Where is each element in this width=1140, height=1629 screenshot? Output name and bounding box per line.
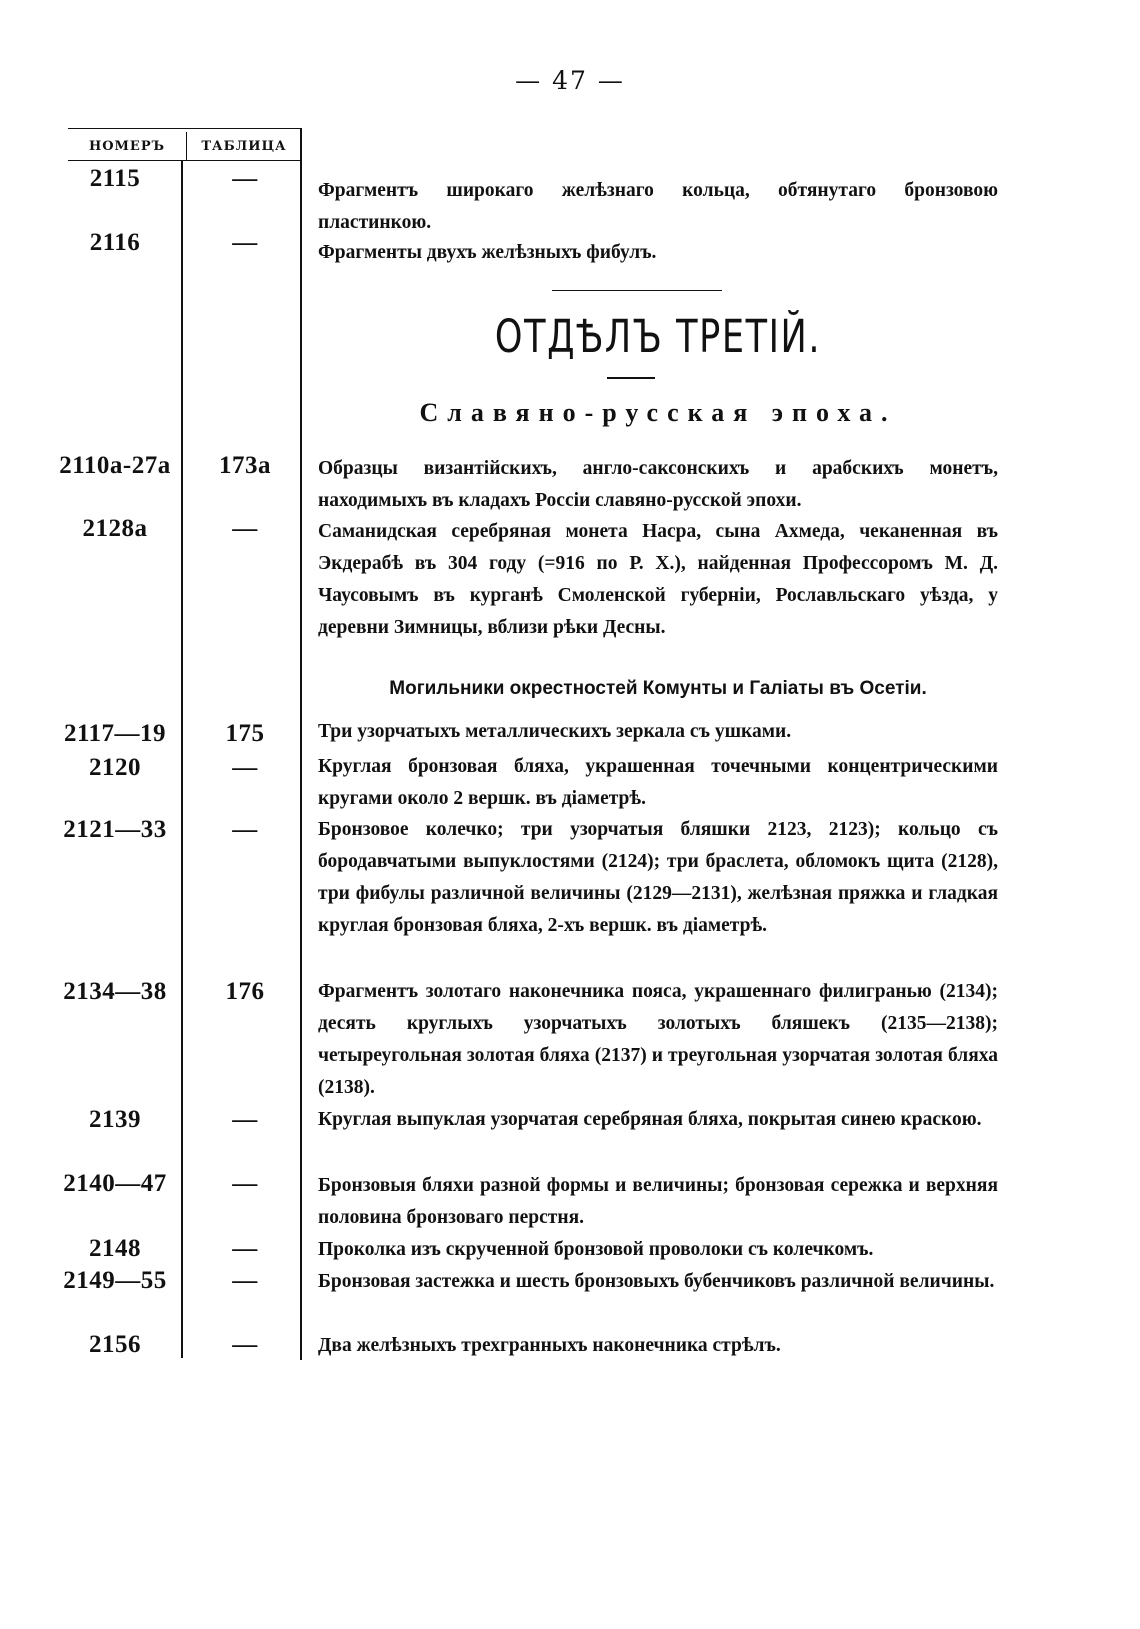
row-number: 2120: [89, 754, 141, 781]
row-description: Бронзовыя бляхи разной формы и величины; бронзовая сережка и верхняя половина бронзоваго перстня.: [318, 1175, 998, 1228]
row-description: Проколка изъ скрученной бронзовой проволоки съ колечкомъ.: [318, 1239, 874, 1260]
column-header-table: ТАБЛИЦА: [201, 138, 287, 154]
row-description: Фрагментъ золотаго наконечника пояса, украшеннаго филигранью (2134); десять круглыхъ узорчатыхъ золотыхъ бляшекъ (2135—2138); четыреугольная золотая бляха (2137) и треугольная узорчатая золотая бляха (2138).: [318, 981, 998, 1098]
row-number: 2110a-27a: [59, 452, 171, 479]
row-number: 2156: [89, 1331, 141, 1358]
row-description: Бронзовая застежка и шесть бронзовыхъ бубенчиковъ различной величины.: [318, 1271, 995, 1292]
row-number: 2134—38: [63, 978, 167, 1005]
row-table: —: [232, 1267, 258, 1294]
header-bottom-rule: [68, 160, 300, 161]
row-table: —: [232, 754, 258, 781]
row-description: Образцы византійскихъ, англо-саксонскихъ и арабскихъ монетъ, находимыхъ въ кладахъ Россіи славяно-русской эпохи.: [318, 458, 998, 511]
row-description: Круглая выпуклая узорчатая серебряная бляха, покрытая синею краскою.: [318, 1109, 982, 1130]
row-number: 2140—47: [63, 1170, 167, 1197]
row-description: Круглая бронзовая бляха, украшенная точечными концентрическими кругами около 2 вершк. въ діаметрѣ.: [318, 756, 998, 809]
section-separator: [552, 290, 722, 291]
row-number: 2115: [89, 165, 141, 192]
row-number: 2121—33: [63, 816, 167, 843]
header-divider: [186, 132, 187, 160]
row-table: —: [232, 229, 258, 256]
row-number: 2117—19: [63, 720, 167, 747]
section-subtitle: Славяно-русская эпоха.: [419, 398, 897, 427]
row-description: Два желѣзныхъ трехгранныхъ наконечника стрѣлъ.: [318, 1335, 781, 1356]
row-number: 2116: [89, 229, 141, 256]
row-number: 2128a: [82, 515, 148, 542]
row-number: 2148: [89, 1235, 141, 1262]
page-number: — 47 —: [515, 66, 625, 95]
row-number: 2139: [89, 1106, 141, 1133]
row-description: Три узорчатыхъ металлическихъ зеркала съ ушками.: [318, 721, 792, 742]
row-table: 176: [225, 978, 265, 1005]
row-number: 2149—55: [63, 1267, 167, 1294]
row-table: —: [232, 1106, 258, 1133]
row-table: 175: [225, 720, 265, 747]
row-description: Фрагментъ широкаго желѣзнаго кольца, обтянутаго бронзовою пластинкою.: [318, 180, 998, 233]
row-table: 173a: [219, 452, 271, 479]
row-description: Саманидская серебряная монета Насра, сына Ахмеда, чеканенная въ Экдерабѣ въ 304 году (=916 по Р. Х.), найденная Профессоромъ М. Д. Чаусовымъ въ курганѣ Смоленской губерніи, Рославльскаго уѣзда, у деревни Зимницы, вблизи рѣки Десны.: [318, 521, 998, 638]
row-table: —: [232, 515, 258, 542]
row-description: Бронзовое колечко; три узорчатыя бляшки 2123, 2123); кольцо съ бородавчатыми выпуклостями (2124); три браслета, обломокъ щита (2128), три фибулы различной величины (2129—2131), желѣзная пряжка и гладкая круглая бронзовая бляха, 2-хъ вершк. въ діаметрѣ.: [318, 819, 998, 936]
row-description: Фрагменты двухъ желѣзныхъ фибулъ.: [318, 242, 657, 263]
column-rule-right: [300, 128, 302, 1360]
row-table: —: [232, 1331, 258, 1358]
row-table: —: [232, 816, 258, 843]
column-header-number: НОМЕРЪ: [88, 138, 166, 154]
title-underline: [607, 377, 655, 379]
row-table: —: [232, 1170, 258, 1197]
subsection-heading: Могильники окрестностей Комунты и Галіаты въ Осетіи.: [389, 678, 927, 699]
section-title: ОТДѢЛЪ ТРЕТІЙ.: [494, 310, 822, 363]
header-top-rule: [68, 128, 300, 129]
row-table: —: [232, 165, 258, 192]
row-table: —: [232, 1235, 258, 1262]
